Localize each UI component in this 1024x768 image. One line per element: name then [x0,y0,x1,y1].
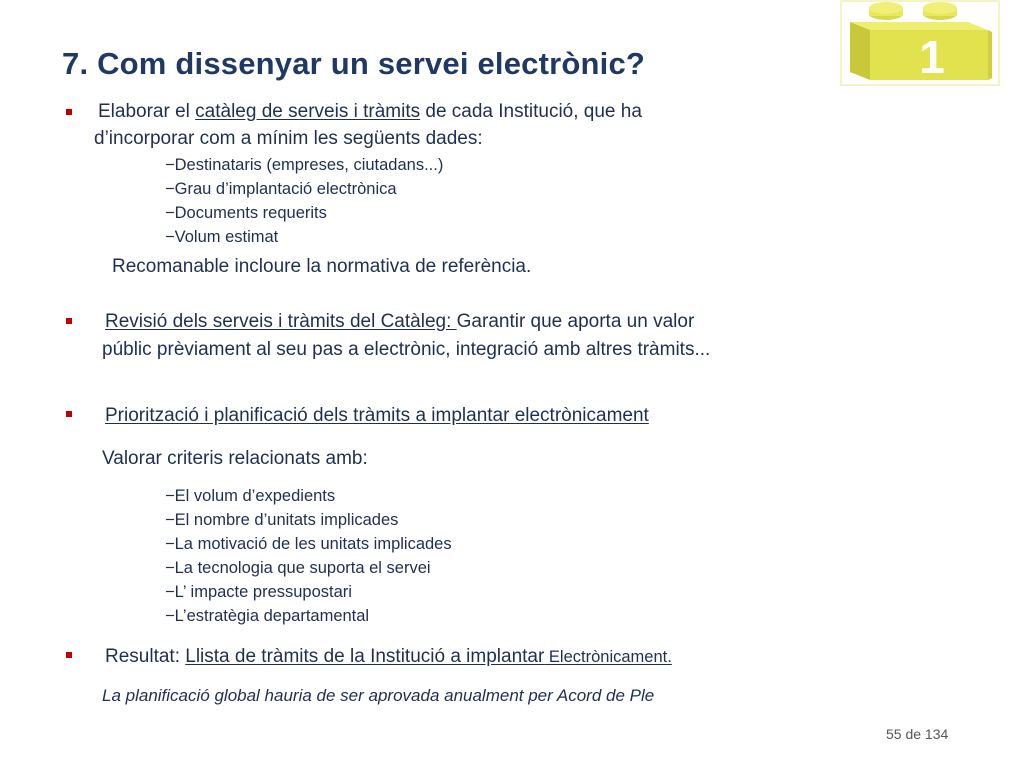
bullet4-note: La planificació global hauria de ser aprovada anualment per Acord de Ple [102,686,655,705]
logo-number: 1 [919,31,945,83]
electronicament-link[interactable]: Electrònicament. [544,648,672,666]
prioritzacio-link[interactable]: Priorització i planificació dels tràmits a implantar electrònicament [105,405,649,426]
list-item: −Destinataris (empreses, ciutadans...) [165,156,444,174]
revisio-link[interactable]: Revisió dels serveis i tràmits del Catàleg: [105,311,457,332]
bullet2-post: Garantir que aporta un valor [456,311,695,332]
list-item: −Volum estimat [165,228,279,246]
bullet-marker [66,411,72,417]
bullet4-line1 [105,646,672,668]
page-counter: 55 de 134 [886,726,949,742]
cataleg-link[interactable]: catàleg de serveis i tràmits [195,101,421,122]
bullet3-line2: Valorar criteris relacionats amb: [102,448,368,469]
list-item: −L’ impacte pressupostari [165,583,352,601]
page-title: 7. Com dissenyar un servei electrònic? [62,46,646,81]
list-item: −L’estratègia departamental [165,607,370,625]
bullet-marker [66,652,72,658]
list-item: −El nombre d’unitats implicades [165,511,399,529]
list-item: −La tecnologia que suporta el servei [165,559,431,577]
bullet1-line1 [98,101,642,123]
list-item: −Grau d’implantació electrònica [165,180,397,198]
list-item: −La motivació de les unitats implicades [165,535,452,553]
bullet1-pre: Elaborar el [98,101,196,122]
lego-brick-logo [840,0,1000,86]
list-item: −El volum d’expedients [165,487,336,505]
bullet3-line1 [105,405,649,427]
bullet1-line2: d’incorporar com a mínim les següents dades: [94,128,483,149]
bullet2-line1 [105,311,694,333]
bullet-marker [66,109,72,115]
llista-link[interactable]: Llista de tràmits de la Institució a implantar [185,646,545,667]
bullet4-pre: Resultat: [105,646,186,667]
bullet-marker [66,318,72,324]
bullet1-note: Recomanable incloure la normativa de referència. [112,256,532,277]
bullet2-line2: públic prèviament al seu pas a electrònic, integració amb altres tràmits... [102,339,711,360]
list-item: −Documents requerits [165,204,327,222]
bullet1-post: de cada Institució, que ha [420,101,642,122]
